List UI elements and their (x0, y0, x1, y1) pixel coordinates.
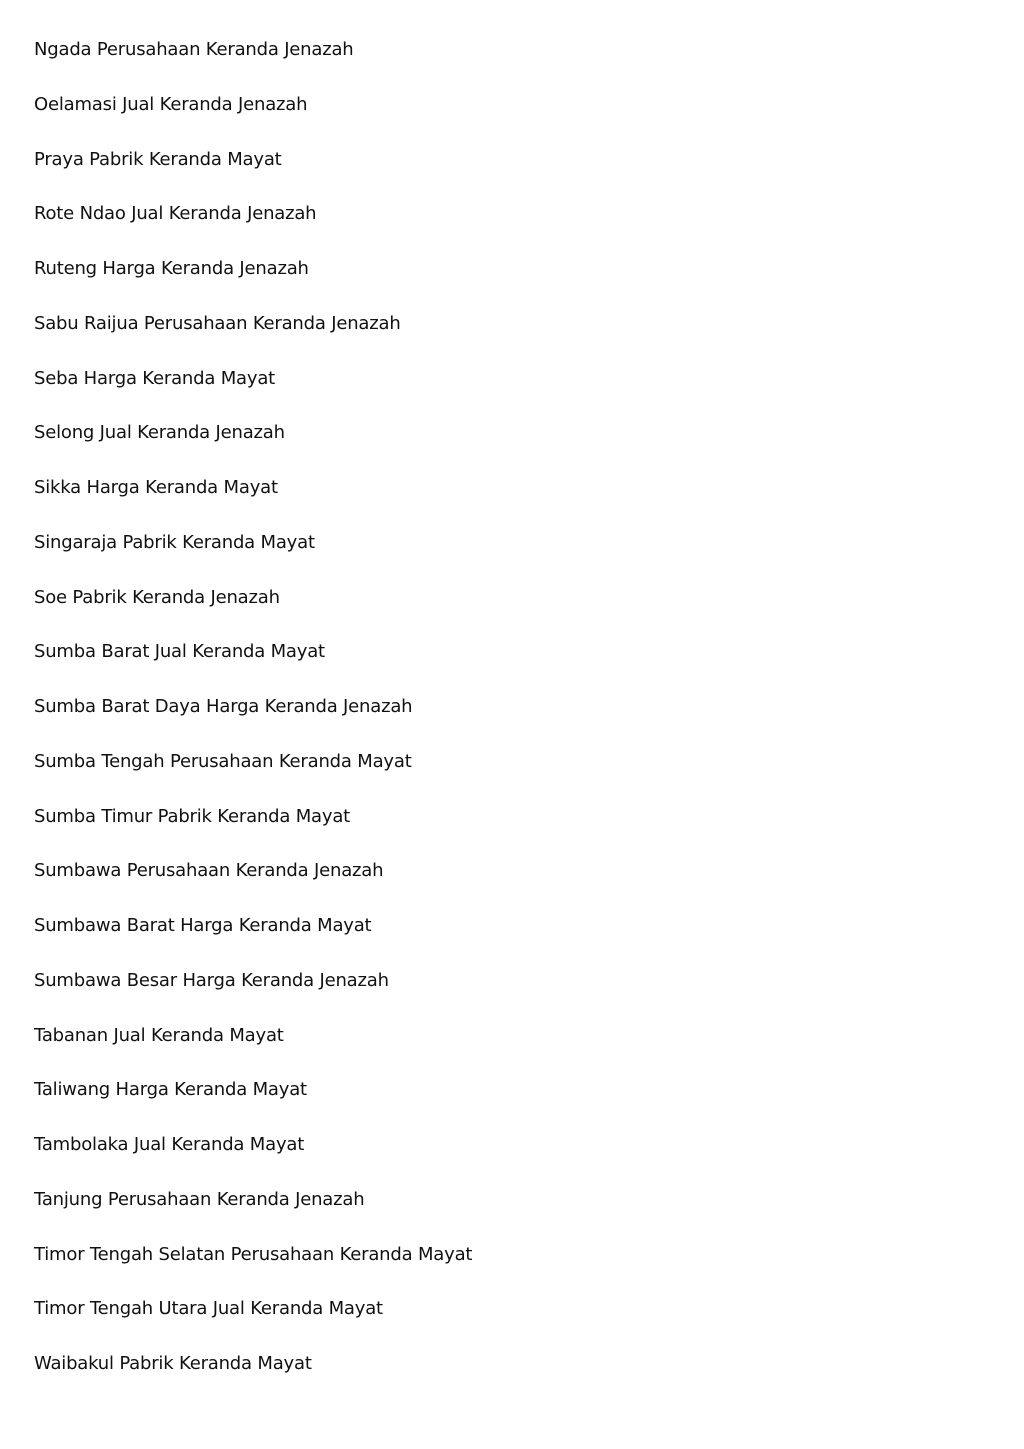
list-item: Soe Pabrik Keranda Jenazah (34, 586, 280, 608)
list-item: Oelamasi Jual Keranda Jenazah (34, 93, 308, 115)
list-item: Ngada Perusahaan Keranda Jenazah (34, 39, 354, 60)
list-item: Tambolaka Jual Keranda Mayat (34, 1134, 305, 1155)
list-item: Sumba Timur Pabrik Keranda Mayat (34, 805, 351, 827)
list-item: Taliwang Harga Keranda Mayat (34, 1079, 307, 1101)
list-item: Tanjung Perusahaan Keranda Jenazah (34, 1188, 365, 1210)
list-item: Sumba Barat Jual Keranda Mayat (34, 641, 325, 663)
list-item: Timor Tengah Selatan Perusahaan Keranda Mayat (34, 1243, 473, 1265)
list-item: Sumbawa Perusahaan Keranda Jenazah (34, 860, 384, 882)
list-item: Sikka Harga Keranda Mayat (34, 477, 278, 498)
list-item: Ruteng Harga Keranda Jenazah (34, 258, 309, 279)
list-item: Waibakul Pabrik Keranda Mayat (34, 1353, 312, 1374)
list-item: Tabanan Jual Keranda Mayat (34, 1024, 284, 1046)
list-item: Sumba Barat Daya Harga Keranda Jenazah (34, 696, 413, 717)
list-item: Sabu Raijua Perusahaan Keranda Jenazah (34, 312, 401, 334)
list-item: Sumbawa Besar Harga Keranda Jenazah (34, 969, 389, 991)
list-item: Selong Jual Keranda Jenazah (34, 422, 285, 444)
list-item: Praya Pabrik Keranda Mayat (34, 148, 282, 170)
list-item: Rote Ndao Jual Keranda Jenazah (34, 203, 317, 225)
list-item: Singaraja Pabrik Keranda Mayat (34, 531, 315, 553)
list-item: Sumbawa Barat Harga Keranda Mayat (34, 915, 372, 936)
list-item: Seba Harga Keranda Mayat (34, 367, 276, 389)
list-item: Timor Tengah Utara Jual Keranda Mayat (34, 1298, 383, 1320)
keyword-list (34, 36, 472, 1405)
list-item: Sumba Tengah Perusahaan Keranda Mayat (34, 750, 412, 772)
